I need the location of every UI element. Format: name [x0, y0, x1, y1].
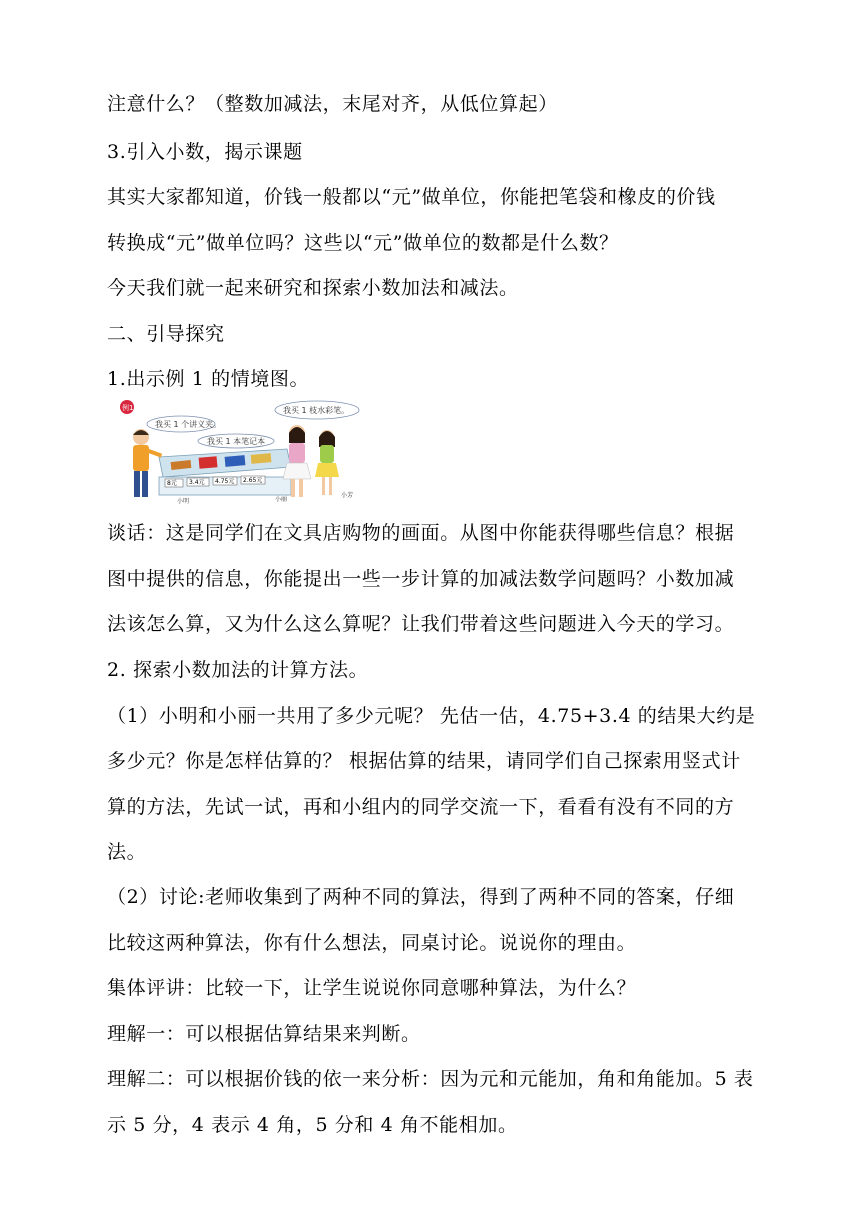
- paragraph-line-16: （2）讨论:老师收集到了两种不同的算法，得到了两种不同的答案，仔细: [107, 886, 735, 908]
- section-heading-3: 3.引入小数，揭示课题: [107, 141, 303, 163]
- paragraph-line-20: 理解二：可以根据价钱的依一来分析：因为元和元能加，角和角能加。5 表: [107, 1068, 754, 1090]
- badge-text: 例1: [122, 404, 134, 412]
- price-tag-3: 4.75元: [215, 478, 235, 485]
- paragraph-line-13: 多少元？你是怎样估算的？ 根据估算的结果，请同学们自己探索用竖式计: [107, 750, 741, 772]
- bubble-xiaoming: 我买 1 个讲义夹。: [155, 420, 222, 429]
- bubble-xiaoli: 我买 1 本笔记本: [207, 437, 266, 446]
- paragraph-line-15: 法。: [107, 841, 147, 863]
- example-badge-icon: [120, 400, 134, 414]
- label-xiaofang: 小芳: [341, 492, 354, 499]
- paragraph-line-19: 理解一：可以根据估算结果来判断。: [107, 1023, 421, 1045]
- paragraph-line-3: 其实大家都知道，价钱一般都以“元”做单位，你能把笔袋和橡皮的价钱: [107, 186, 716, 208]
- price-tag-2: 3.4元: [189, 479, 205, 486]
- paragraph-line-4: 转换成“元”做单位吗？这些以“元”做单位的数都是什么数？: [107, 232, 619, 254]
- example-illustration: [119, 397, 363, 509]
- paragraph-line-12: （1）小明和小丽一共用了多少元呢？ 先估一估，4.75+3.4 的结果大约是: [107, 705, 756, 727]
- paragraph-line-10: 法该怎么算，又为什么这么算呢？让我们带着这些问题进入今天的学习。: [107, 613, 735, 635]
- price-tag-1: 8元: [167, 480, 177, 487]
- paragraph-line-21: 示 5 分，4 表示 4 角，5 分和 4 角不能相加。: [107, 1114, 518, 1136]
- section-heading-explore: 二、引导探究: [107, 323, 225, 345]
- paragraph-line-7: 1.出示例 1 的情境图。: [107, 368, 310, 390]
- paragraph-line-8: 谈话：这是同学们在文具店购物的画面。从图中你能获得哪些信息？根据: [107, 522, 735, 544]
- paragraph-line-18: 集体评讲：比较一下，让学生说说你同意哪种算法，为什么？: [107, 977, 637, 999]
- label-xiaoli: 小丽: [275, 496, 288, 503]
- bubble-xiaofang: 我买 1 枝水彩笔。: [283, 406, 350, 415]
- section-heading-addition: 2. 探索小数加法的计算方法。: [107, 659, 369, 681]
- paragraph-line-1: 注意什么？（整数加减法，末尾对齐，从低位算起）: [107, 93, 558, 115]
- paragraph-line-17: 比较这两种算法，你有什么想法，同桌讨论。说说你的理由。: [107, 932, 637, 954]
- price-tag-4: 2.65元: [243, 477, 263, 484]
- paragraph-line-14: 算的方法，先试一试，再和小组内的同学交流一下，看看有没有不同的方: [107, 796, 735, 818]
- girl-figure-2: [315, 430, 339, 495]
- label-xiaoming: 小明: [177, 498, 190, 505]
- paragraph-line-5: 今天我们就一起来研究和探索小数加法和减法。: [107, 277, 519, 299]
- boy-figure: [133, 429, 162, 497]
- paragraph-line-9: 图中提供的信息，你能提出一些一步计算的加减法数学问题吗？小数加减: [107, 568, 735, 590]
